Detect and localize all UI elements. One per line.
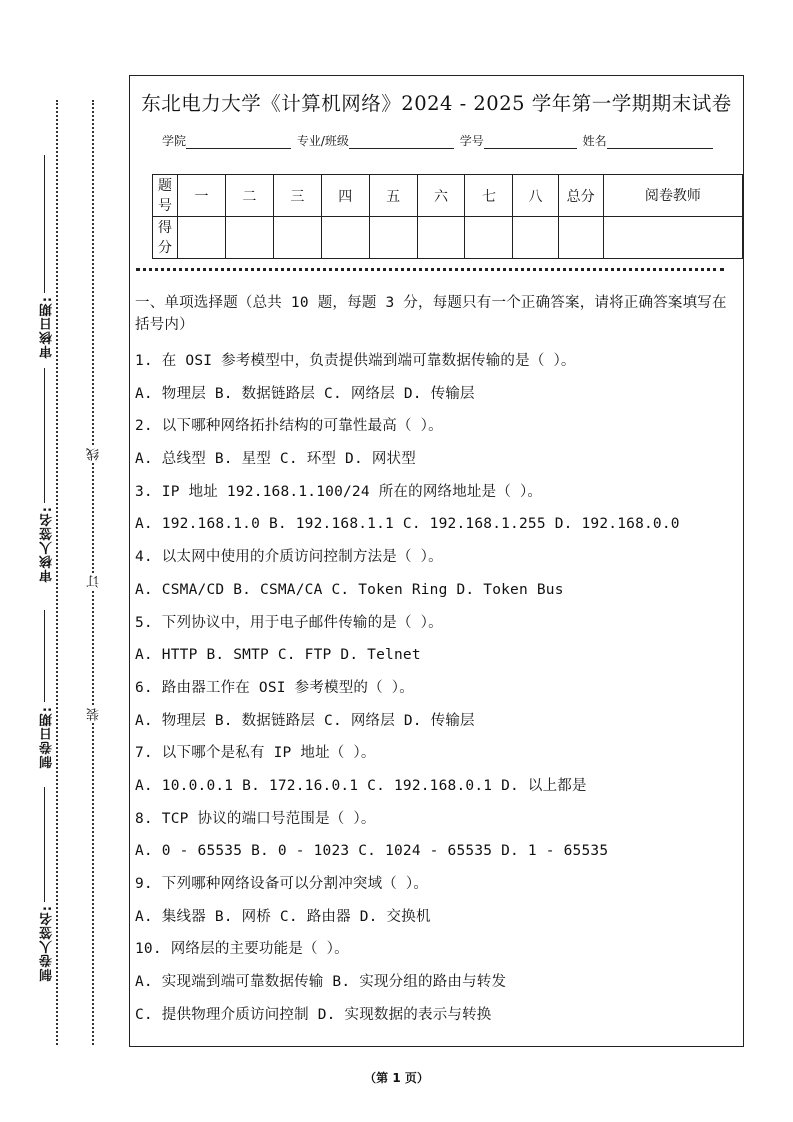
score-cell-6[interactable] [417,217,465,259]
student-id-field[interactable] [484,134,577,149]
score-cell-total[interactable] [558,217,603,259]
question-2-options: A. 总线型 B. 星型 C. 环型 D. 网状型 [135,451,416,468]
college-label: 学院 [162,134,187,148]
score-cell-1[interactable] [178,217,226,259]
exam-title: 东北电力大学《计算机网络》2024 - 2025 学年第一学期期末试卷 [141,92,732,115]
major-label: 专业/班级 [296,134,349,148]
question-9-options: A. 集线器 B. 网桥 C. 路由器 D. 交换机 [135,908,431,925]
score-col-5: 五 [369,175,417,217]
question-1-options: A. 物理层 B. 数据链路层 C. 网络层 D. 传输层 [135,385,475,402]
separator-dotted-line [136,268,724,271]
maker-sign-label: 制卷人签名: [40,905,55,982]
question-3: 3. IP 地址 192.168.1.100/24 所在的网络地址是（ ）。 [135,483,543,500]
score-cell-grader[interactable] [603,217,742,259]
question-10-options-2: C. 提供物理介质访问控制 D. 实现数据的表示与转换 [135,1006,492,1023]
maker-sign-line[interactable] [44,787,45,902]
score-col-7: 七 [465,175,513,217]
score-col-1: 一 [178,175,226,217]
score-cell-7[interactable] [465,217,513,259]
maker-date-line[interactable] [44,610,45,702]
score-col-3: 三 [273,175,321,217]
question-7-options: A. 10.0.0.1 B. 172.16.0.1 C. 192.168.0.1 D. 以上都是 [135,777,587,794]
question-5-options: A. HTTP B. SMTP C. FTP D. Telnet [135,647,421,664]
binding-mark-ding: 订 [87,575,102,588]
student-info-row [162,132,715,149]
question-8-options: A. 0 - 65535 B. 0 - 1023 C. 1024 - 65535 D. 1 - 65535 [135,843,609,860]
score-cell-2[interactable] [225,217,273,259]
binding-mark-zhuang: 装 [87,708,102,721]
score-cell-4[interactable] [321,217,369,259]
name-label: 姓名 [582,134,607,148]
question-4: 4. 以太网中使用的介质访问控制方法是（ ）。 [135,549,443,566]
question-10: 10. 网络层的主要功能是（ ）。 [135,941,349,958]
question-8: 8. TCP 协议的端口号范围是（ ）。 [135,810,376,827]
score-row-header: 得分 [153,217,178,259]
reviewer-date-label: 审核日期: [40,296,55,359]
score-col-6: 六 [417,175,465,217]
score-cell-3[interactable] [273,217,321,259]
section-heading: 一、单项选择题（总共 10 题，每题 3 分，每题只有一个正确答案，请将正确答案填写在括号内） [135,295,727,333]
question-2: 2. 以下哪种网络拓扑结构的可靠性最高（ ）。 [135,418,443,435]
score-cell-8[interactable] [513,217,558,259]
score-col-8: 八 [513,175,558,217]
questions-area [135,290,735,1031]
question-6-options: A. 物理层 B. 数据链路层 C. 网络层 D. 传输层 [135,712,475,729]
question-7: 7. 以下哪个是私有 IP 地址（ ）。 [135,745,376,762]
page-number: （第 1 页） [364,1071,429,1085]
score-cell-5[interactable] [369,217,417,259]
question-6: 6. 路由器工作在 OSI 参考模型的（ ）。 [135,679,414,696]
question-3-options: A. 192.168.1.0 B. 192.168.1.1 C. 192.168.1.255 D. 192.168.0.0 [135,516,680,533]
student-id-label: 学号 [459,134,484,148]
reviewer-sign-label: 审核人签名: [40,506,55,583]
binding-mark-xian: 线 [87,448,102,461]
college-field[interactable] [186,134,291,149]
question-1: 1. 在 OSI 参考模型中，负责提供端到端可靠数据传输的是（ ）。 [135,353,576,369]
question-9: 9. 下列哪种网络设备可以分割冲突域（ ）。 [135,876,429,892]
question-number-header: 题号 [153,175,178,217]
score-table [152,174,743,259]
name-field[interactable] [607,134,713,149]
exam-frame [129,75,744,1047]
major-field[interactable] [349,134,454,149]
reviewer-date-line[interactable] [44,155,45,293]
question-4-options: A. CSMA/CD B. CSMA/CA C. Token Ring D. Token Bus [135,581,564,598]
score-col-grader: 阅卷教师 [603,175,742,217]
binding-dotted-line-outer [56,100,58,1045]
score-col-2: 二 [225,175,273,217]
maker-date-label: 制卷日期: [40,706,55,769]
reviewer-sign-line[interactable] [44,368,45,503]
question-5: 5. 下列协议中，用于电子邮件传输的是（ ）。 [135,614,443,631]
question-10-options: A. 实现端到端可靠数据传输 B. 实现分组的路由与转发 [135,974,507,991]
score-col-total: 总分 [558,175,603,217]
score-col-4: 四 [321,175,369,217]
